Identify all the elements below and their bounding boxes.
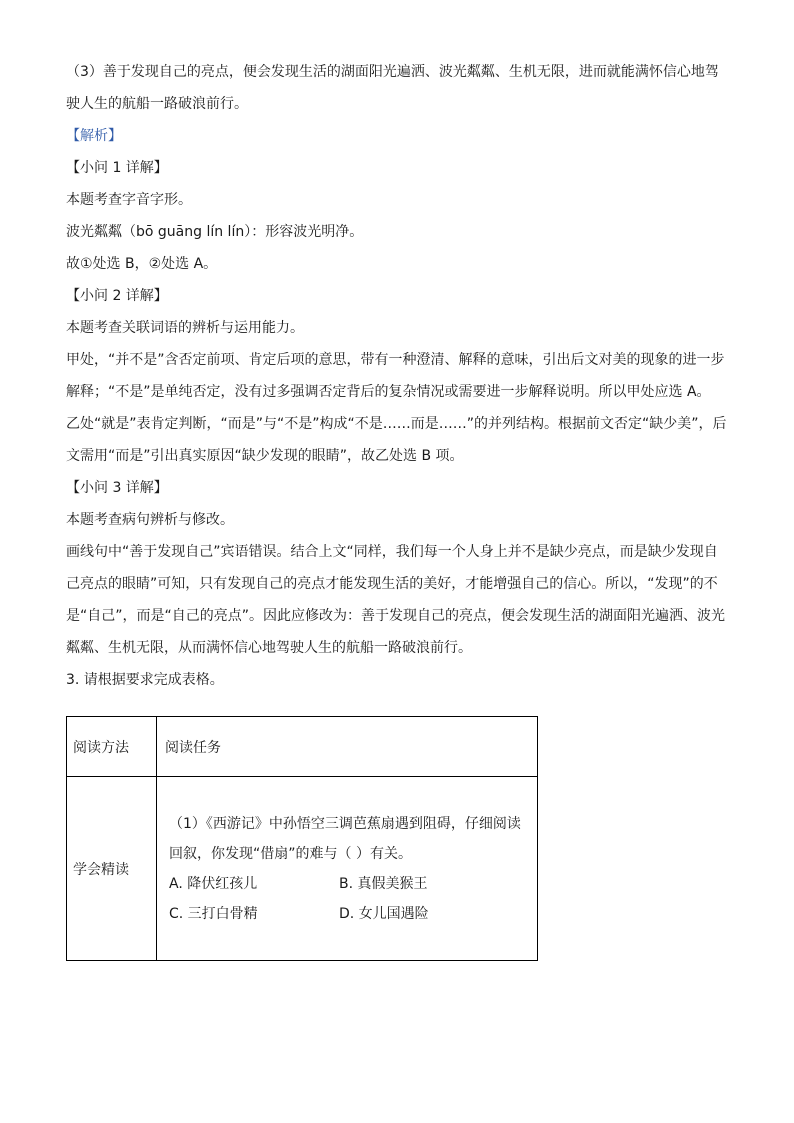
task-question: （1）《西游记》中孙悟空三调芭蕉扇遇到阻碍，仔细阅读回叙，你发现“借扇”的难与（ ）有关。: [169, 815, 521, 862]
sub-question-1-explanation: 波光粼粼（bō guāng lín lín）：形容波光明净。: [66, 224, 364, 240]
answer-paragraph-3: （3）善于发现自己的亮点，便会发现生活的湖面阳光遍洒、波光粼粼、生机无限，进而就能满怀信心地驾驶人生的航船一路破浪前行。: [66, 64, 719, 112]
reading-table: [66, 716, 538, 961]
sub-question-2-part-b: 乙处“就是”表肯定判断，“而是”与“不是”构成“不是……而是……”的并列结构。根据前文否定“缺少美”，后文需用“而是”引出真实原因“缺少发现的眼睛”，故乙处选 B 项。: [66, 416, 727, 464]
option-b: B. 真假美猴王: [339, 875, 428, 892]
sub-question-3-explanation: 画线句中“善于发现自己”宾语错误。结合上文“同样，我们每一个人身上并不是缺少亮点，而是缺少发现自己亮点的眼睛”可知，只有发现自己的亮点才能发现生活的美好，才能增强自己的信心。所以，“发现”的不是“自己”，而是“自己的亮点”。因此应修改为：善于发现自己的亮点，便会发现生活的湖面阳光遍洒、波光粼粼、生机无限，从而满怀信心地驾驶人生的航船一路破浪前行。: [66, 544, 726, 656]
header-reading-method: 阅读方法: [67, 717, 157, 777]
cell-task: [157, 777, 538, 961]
sub-question-3-topic: 本题考查病句辨析与修改。: [66, 512, 234, 528]
sub-question-2-part-a: 甲处，“并不是”含否定前项、肯定后项的意思，带有一种澄清、解释的意味，引出后文对美的现象的进一步解释；“不是”是单纯否定，没有过多强调否定背后的复杂情况或需要进一步解释说明。所以甲处应选 A。: [66, 352, 725, 400]
task-options: [169, 869, 532, 929]
cell-method: 学会精读: [67, 777, 157, 961]
sub-question-1-topic: 本题考查字音字形。: [66, 192, 192, 208]
table-header-row: [67, 717, 538, 777]
sub-question-1-answer: 故①处选 B，②处选 A。: [66, 256, 218, 272]
table-row: [67, 777, 538, 961]
option-d: D. 女儿国遇险: [339, 905, 429, 922]
question-3-prompt: 3. 请根据要求完成表格。: [66, 672, 224, 688]
document-body: [66, 62, 728, 702]
header-reading-task: 阅读任务: [157, 717, 538, 777]
sub-question-2-heading: 【小问 2 详解】: [66, 288, 168, 304]
sub-question-1-heading: 【小问 1 详解】: [66, 160, 168, 176]
sub-question-3-heading: 【小问 3 详解】: [66, 480, 168, 496]
analysis-heading: 【解析】: [66, 128, 122, 144]
sub-question-2-topic: 本题考查关联词语的辨析与运用能力。: [66, 320, 304, 336]
option-c: C. 三打白骨精: [169, 905, 258, 922]
option-a: A. 降伏红孩儿: [169, 875, 258, 892]
